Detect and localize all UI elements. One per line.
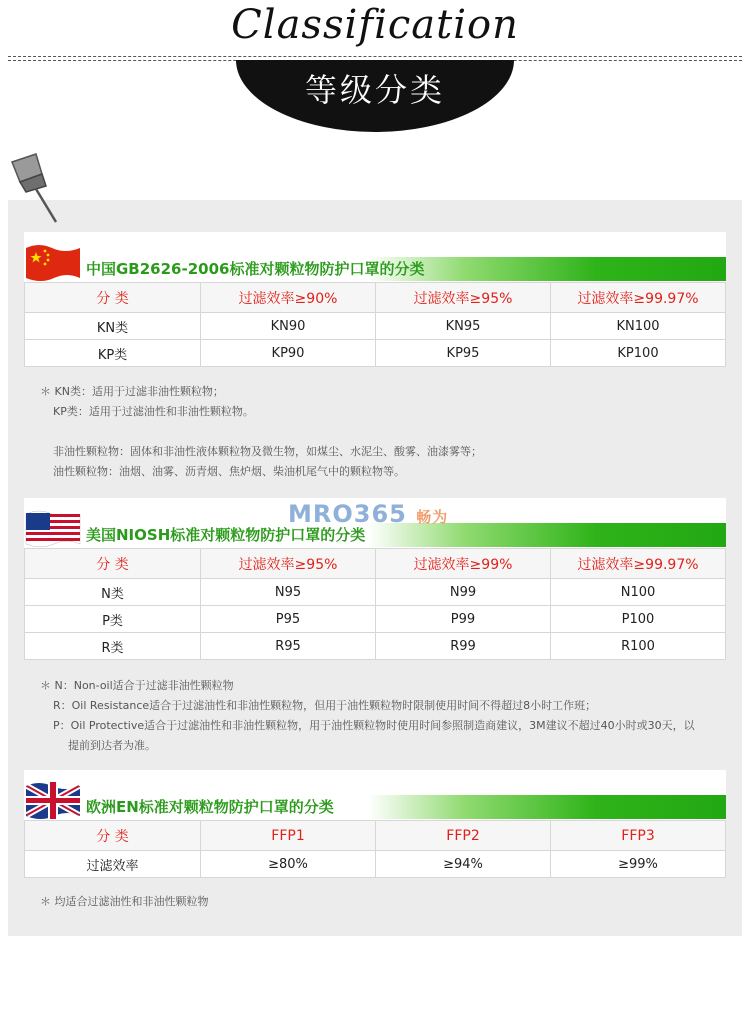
usa-flag-icon	[24, 508, 82, 548]
section-title: 中国GB2626-2006标准对颗粒物防护口罩的分类	[86, 260, 425, 278]
header-cell: 分 类	[25, 821, 201, 851]
classification-table	[24, 548, 726, 660]
table-cell: R99	[376, 633, 551, 660]
header-cell: 过滤效率≥99%	[376, 549, 551, 579]
header-cell: 分 类	[25, 549, 201, 579]
table-cell: KP100	[551, 340, 726, 367]
notes-usa	[40, 676, 695, 756]
uk-flag-icon	[24, 780, 82, 820]
table-header-row	[25, 821, 726, 851]
table-cell: P类	[25, 606, 201, 633]
note-line: KP类：适用于过滤油性和非油性颗粒物。	[53, 405, 254, 418]
table-cell: R类	[25, 633, 201, 660]
table-header-row	[25, 549, 726, 579]
table-row	[25, 340, 726, 367]
dashed-divider	[8, 56, 742, 57]
table-cell: KN类	[25, 313, 201, 340]
note-line: ＊ KN类：适用于过滤非油性颗粒物；	[40, 385, 224, 398]
table-cell: P95	[201, 606, 376, 633]
china-flag-icon	[24, 242, 82, 282]
table-cell: 过滤效率	[25, 851, 201, 878]
category-badge	[236, 60, 514, 132]
table-cell: ≥99%	[551, 851, 726, 878]
watermark-text: MRO365	[288, 500, 407, 528]
push-pin-icon	[6, 152, 62, 224]
note-line: 提前到达者为准。	[68, 739, 156, 752]
table-cell: N99	[376, 579, 551, 606]
header-cell: FFP1	[201, 821, 376, 851]
table-cell: N100	[551, 579, 726, 606]
header-cell: 过滤效率≥99.97%	[551, 549, 726, 579]
header-cell: 过滤效率≥90%	[201, 283, 376, 313]
header-cell: FFP3	[551, 821, 726, 851]
section-title: 欧洲EN标准对颗粒物防护口罩的分类	[86, 798, 334, 816]
table-cell: ≥94%	[376, 851, 551, 878]
notes-europe	[40, 892, 209, 912]
table-cell: KP90	[201, 340, 376, 367]
header-cell: 过滤效率≥95%	[201, 549, 376, 579]
table-cell: R100	[551, 633, 726, 660]
table-cell: KN95	[376, 313, 551, 340]
classification-table	[24, 820, 726, 878]
table-cell: KP95	[376, 340, 551, 367]
header-cell: 分 类	[25, 283, 201, 313]
table-header-row	[25, 283, 726, 313]
script-title: Classification	[231, 2, 519, 48]
note-line: ＊ 均适合过滤油性和非油性颗粒物	[40, 895, 209, 908]
section-china	[24, 232, 726, 367]
table-row	[25, 313, 726, 340]
table-cell: KP类	[25, 340, 201, 367]
table-cell: P99	[376, 606, 551, 633]
badge-title: 等级分类	[304, 71, 445, 109]
note-line: 非油性颗粒物：固体和非油性液体颗粒物及微生物，如煤尘、水泥尘、酸雾、油漆雾等；	[53, 445, 482, 458]
classification-table	[24, 282, 726, 367]
table-cell: N95	[201, 579, 376, 606]
section-title: 美国NIOSH标准对颗粒物防护口罩的分类	[86, 526, 366, 544]
mro365-watermark-logo	[288, 500, 448, 528]
table-cell: P100	[551, 606, 726, 633]
table-cell: KN90	[201, 313, 376, 340]
table-row	[25, 633, 726, 660]
table-cell: KN100	[551, 313, 726, 340]
notes-china	[40, 382, 482, 482]
table-cell: N类	[25, 579, 201, 606]
note-line: P：Oil Protective适合于过滤油性和非油性颗粒物，用于油性颗粒物时使用时间参照制造商建议，3M建议不超过40小时或30天，以	[53, 719, 695, 732]
table-cell: ≥80%	[201, 851, 376, 878]
note-line: 油性颗粒物：油烟、油雾、沥青烟、焦炉烟、柴油机尾气中的颗粒物等。	[53, 465, 405, 478]
table-row	[25, 579, 726, 606]
note-line: R：Oil Resistance适合于过滤油性和非油性颗粒物，但用于油性颗粒物时限制使用时间不得超过8小时工作班；	[53, 699, 597, 712]
table-row	[25, 851, 726, 878]
table-cell: R95	[201, 633, 376, 660]
note-line: ＊ N：Non-oil适合于过滤非油性颗粒物	[40, 679, 234, 692]
header-cell: 过滤效率≥99.97%	[551, 283, 726, 313]
section-europe	[24, 770, 726, 878]
watermark-cn: 畅为	[416, 508, 449, 526]
header-cell: FFP2	[376, 821, 551, 851]
header-cell: 过滤效率≥95%	[376, 283, 551, 313]
table-row	[25, 606, 726, 633]
